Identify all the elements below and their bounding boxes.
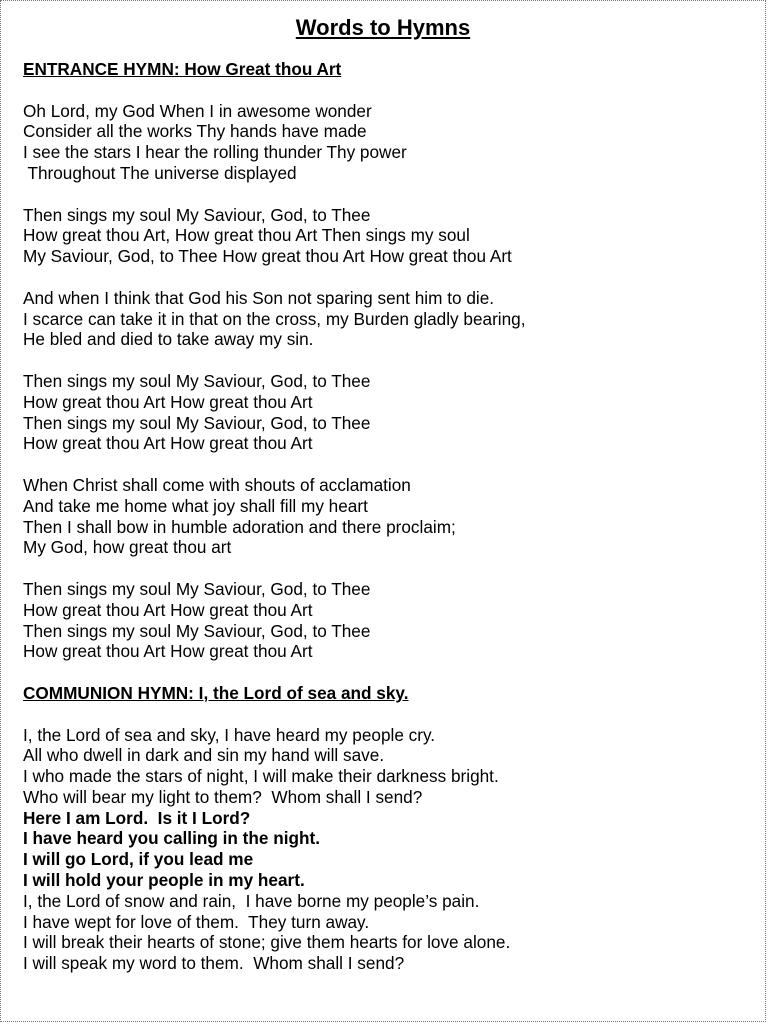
entrance-stanza-4 [23,371,755,454]
page-title: Words to Hymns [295,15,471,40]
lyric-line: I who made the stars of night, I will make their darkness bright. [23,766,499,787]
communion-verse [23,725,755,975]
lyric-line: Throughout The universe displayed [23,162,297,183]
lyric-line: How great thou Art How great thou Art [23,391,313,412]
lyric-line: I scarce can take it in that on the cross, my Burden gladly bearing, [23,308,526,329]
spacer [23,80,755,101]
refrain-line: I will go Lord, if you lead me [23,849,254,870]
lyric-line: He bled and died to take away my sin. [23,329,314,350]
lyric-line: I see the stars I hear the rolling thunder Thy power [23,142,407,163]
hymn-content [23,59,755,974]
lyric-line: When Christ shall come with shouts of acclamation [23,474,411,495]
entrance-stanza-6 [23,579,755,662]
lyric-line: All who dwell in dark and sin my hand will save. [23,745,385,766]
lyric-line: Then sings my soul My Saviour, God, to Thee [23,370,371,391]
entrance-hymn-heading: ENTRANCE HYMN: How Great thou Art [23,59,342,79]
lyric-line: I will break their hearts of stone; give them hearts for love alone. [23,932,511,953]
lyric-line: Then sings my soul My Saviour, God, to Thee [23,620,371,641]
lyric-line: How great thou Art How great thou Art [23,599,313,620]
refrain-line: Here I am Lord. Is it I Lord? [23,807,251,828]
refrain-line: I have heard you calling in the night. [23,828,321,849]
lyric-line: My Saviour, God, to Thee How great thou Art How great thou Art [23,246,512,267]
lyric-line: Then sings my soul My Saviour, God, to Thee [23,412,371,433]
lyric-line: I, the Lord of sea and sky, I have heard my people cry. [23,724,436,745]
lyric-line: How great thou Art How great thou Art [23,641,313,662]
communion-hymn-heading: COMMUNION HYMN: I, the Lord of sea and sky. [23,682,409,703]
lyric-line: And take me home what joy shall fill my heart [23,495,368,516]
lyric-line: And when I think that God his Son not sparing sent him to die. [23,287,495,308]
spacer [23,558,755,579]
spacer [23,662,755,683]
lyric-line: How great thou Art, How great thou Art Then sings my soul [23,225,470,246]
lyric-line: My God, how great thou art [23,537,232,558]
entrance-stanza-2 [23,205,755,267]
refrain-line: I will hold your people in my heart. [23,870,305,891]
lyric-line: Who will bear my light to them? Whom shall I send? [23,786,423,807]
lyric-line: I have wept for love of them. They turn away. [23,911,370,932]
lyric-line: Oh Lord, my God When I in awesome wonder [23,100,372,121]
spacer [23,184,755,205]
lyric-line: I will speak my word to them. Whom shall I send? [23,953,405,974]
lyric-line: Then sings my soul My Saviour, God, to Thee [23,204,371,225]
entrance-stanza-1 [23,101,755,184]
spacer [23,454,755,475]
entrance-stanza-3 [23,288,755,350]
lyric-line: Then I shall bow in humble adoration and there proclaim; [23,516,456,537]
spacer [23,704,755,725]
lyric-line: Consider all the works Thy hands have made [23,121,367,142]
entrance-stanza-5 [23,475,755,558]
lyric-line: I, the Lord of snow and rain, I have borne my people’s pain. [23,890,480,911]
spacer [23,267,755,288]
spacer [23,350,755,371]
lyric-line: Then sings my soul My Saviour, God, to Thee [23,578,371,599]
lyric-line: How great thou Art How great thou Art [23,433,313,454]
